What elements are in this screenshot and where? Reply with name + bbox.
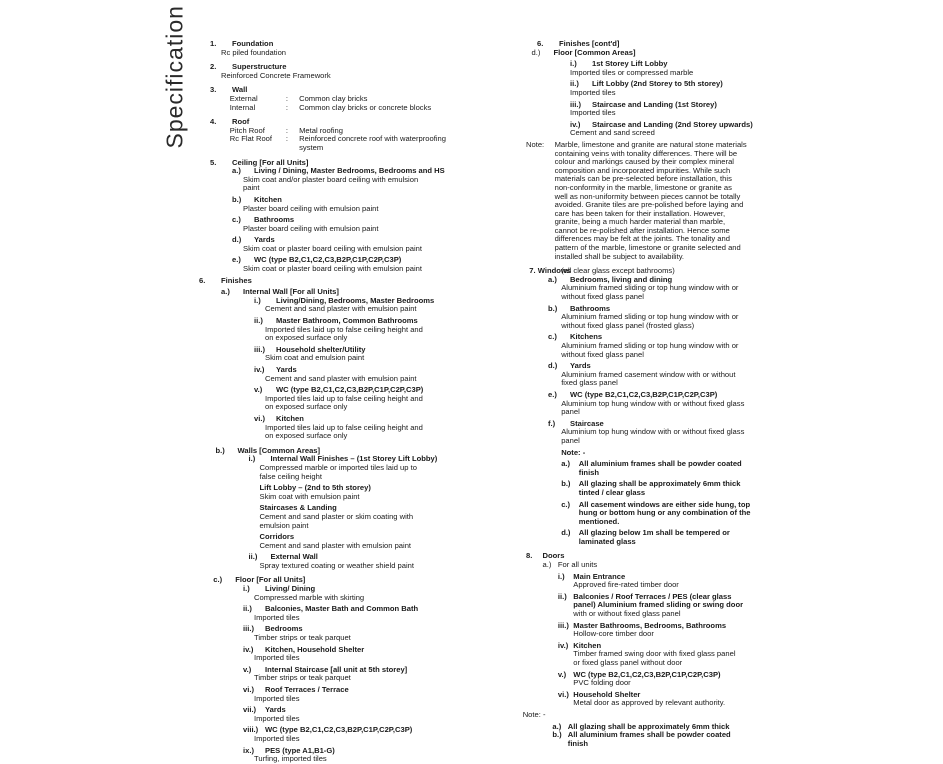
- spec-text: paint: [243, 183, 260, 193]
- spec-number: e.): [232, 255, 241, 265]
- spec-number: vi.): [254, 413, 265, 423]
- spec-line: [210, 654, 510, 663]
- spec-number: 8.: [526, 551, 533, 561]
- spec-text: Imported tiles: [254, 653, 300, 663]
- spec-number: Note:: [526, 139, 545, 149]
- spec-text: Kitchens: [570, 332, 603, 342]
- spec-number: v.): [557, 669, 567, 679]
- spec-number: iv.): [254, 365, 265, 374]
- spec-text: All glazing shall be approximately 6mm thick: [578, 479, 741, 489]
- spec-value: Metal roofing: [299, 125, 343, 135]
- spec-line: [210, 674, 510, 683]
- spec-text: External Wall: [270, 552, 318, 562]
- spec-text: Balconies / Roof Terraces / PES (clear glass: [573, 591, 732, 601]
- spec-line: [210, 334, 510, 343]
- spec-number: d.): [232, 235, 242, 245]
- spec-text: Yards: [254, 235, 275, 245]
- spec-text: Living/ Dining: [265, 584, 316, 594]
- spec-text: without fixed glass panel (frosted glass): [561, 320, 695, 330]
- spec-text: on exposed surface only: [265, 431, 348, 441]
- spec-text: Imported tiles laid up to false ceiling height and: [265, 393, 423, 403]
- spec-line: [210, 715, 510, 724]
- spec-number: c.): [232, 215, 241, 225]
- spec-text: Master Bathrooms, Bedrooms, Bathrooms: [573, 620, 727, 630]
- spec-number: iii.): [254, 344, 265, 354]
- spec-number: d.): [548, 361, 558, 371]
- spec-colon: :: [285, 102, 289, 112]
- spec-text: (all clear glass except bathrooms): [561, 266, 675, 276]
- spec-number: a.): [542, 560, 552, 570]
- spec-number: d.): [561, 528, 571, 538]
- spec-text: PES (type A1,B1-G): [265, 745, 335, 755]
- spec-number: iii.): [557, 620, 569, 630]
- spec-line: [526, 659, 796, 668]
- spec-line: [210, 755, 510, 764]
- spec-number: ix.): [243, 745, 254, 755]
- spec-number: i.): [248, 454, 256, 464]
- spec-text: Cement and sand plaster or skim coating with: [259, 511, 414, 521]
- spec-key: External: [229, 93, 258, 103]
- spec-text: Aluminium framed sliding or top hung window with or: [561, 312, 739, 322]
- spec-text: All glazing below 1m shall be tempered or: [578, 528, 730, 538]
- spec-text: Skim coat with emulsion paint: [259, 491, 360, 501]
- spec-text: Corridors: [259, 532, 295, 542]
- spec-text: Approved fire-rated timber door: [573, 580, 679, 590]
- spec-number: ii.): [557, 591, 567, 601]
- spec-text: false ceiling height: [259, 471, 322, 481]
- spec-line: [210, 354, 510, 363]
- spec-number: d.): [531, 47, 541, 57]
- spec-number: 2.: [210, 62, 217, 72]
- spec-line: [526, 581, 796, 590]
- spec-value: Common clay bricks or concrete blocks: [299, 102, 432, 112]
- spec-text: tinted / clear glass: [578, 487, 646, 497]
- spec-text: Lift Lobby – (2nd to 5th storey): [259, 483, 371, 493]
- spec-text: Kitchen: [573, 640, 602, 650]
- spec-number: a.): [548, 274, 557, 284]
- spec-number: a.): [552, 721, 562, 731]
- spec-number: iii.): [243, 624, 254, 634]
- spec-line: [210, 634, 510, 643]
- spec-line: [526, 437, 796, 446]
- spec-number: Note: -: [522, 709, 546, 719]
- spec-line: [526, 679, 796, 688]
- spec-text: Compressed marble or imported tiles laid up to: [259, 462, 417, 472]
- spec-line: [210, 72, 510, 81]
- spec-text: Foundation: [232, 39, 274, 48]
- spec-number: vi.): [557, 689, 569, 699]
- spec-number: a.): [221, 287, 230, 297]
- spec-line: [526, 293, 796, 302]
- spec-text: Yards: [265, 705, 286, 715]
- spec-number: vi.): [243, 685, 254, 694]
- spec-number: ii.): [254, 316, 263, 326]
- spec-number: e.): [548, 389, 557, 399]
- spec-line: [526, 630, 796, 639]
- spec-text: panel: [561, 435, 580, 445]
- spec-text: Compressed marble with skirting: [254, 592, 365, 602]
- spec-text: Turfing, imported tiles: [254, 754, 327, 764]
- spec-number: b.): [232, 194, 242, 204]
- spec-text: Bedrooms: [265, 624, 303, 634]
- spec-text: Floor [Common Areas]: [553, 47, 636, 57]
- spec-text: differences may be felt at the joints. The tonality and: [554, 234, 730, 244]
- spec-text: Imported tiles: [254, 693, 300, 703]
- spec-text: laminated glass: [578, 536, 636, 546]
- spec-heading: [526, 731, 796, 740]
- spec-text: Aluminium framed sliding or top hung window with or: [561, 341, 739, 350]
- specification-column-left: [199, 39, 510, 764]
- spec-value: system: [299, 142, 324, 152]
- spec-text: Aluminium top hung window with or without fixed glass: [561, 398, 745, 408]
- spec-colon: :: [285, 134, 289, 144]
- spec-text: Kitchen: [254, 194, 282, 204]
- spec-text: 1st Storey Lift Lobby: [592, 59, 668, 69]
- spec-text: Note: -: [561, 447, 586, 457]
- spec-text: Household shelter/Utility: [276, 344, 366, 354]
- spec-text: installed shall be subject to availability.: [554, 251, 685, 261]
- spec-line: [522, 709, 796, 720]
- spec-number: 5.: [210, 157, 217, 167]
- spec-heading: [526, 80, 796, 89]
- spec-line: [526, 49, 796, 58]
- spec-text: Internal Wall [For all Units]: [243, 287, 339, 297]
- spec-line: [210, 522, 510, 531]
- spec-text: Balconies, Master Bath and Common Bath: [265, 604, 419, 614]
- spec-line: [210, 375, 510, 384]
- spec-heading: [526, 518, 796, 527]
- spec-text: Hollow-core timber door: [573, 629, 654, 639]
- spec-text: pattern of the marble, limestone or granite selected and: [554, 243, 741, 253]
- spec-text: emulsion paint: [259, 520, 309, 530]
- spec-text: Wall: [232, 85, 248, 95]
- spec-number: i.): [243, 584, 250, 594]
- spec-line: [210, 403, 510, 412]
- spec-number: i.): [570, 59, 577, 69]
- spec-key: Rc Flat Roof: [229, 134, 272, 144]
- spec-number: iv.): [557, 640, 569, 650]
- spec-text: Plaster board ceiling with emulsion paint: [243, 203, 379, 213]
- spec-text: Skim coat and emulsion paint: [265, 353, 365, 363]
- spec-number: 3.: [210, 85, 217, 95]
- spec-line: [210, 245, 510, 254]
- spec-line: [210, 614, 510, 623]
- spec-text: composition and incorporated impurities. While such: [554, 165, 731, 175]
- spec-line: [210, 326, 510, 335]
- spec-text: Rc piled foundation: [221, 47, 287, 57]
- spec-text: Bedrooms, living and dining: [570, 274, 673, 284]
- spec-heading: [526, 489, 796, 498]
- spec-text: with or without fixed glass panel: [573, 609, 681, 619]
- spec-text: Reinforced Concrete Framework: [221, 70, 331, 80]
- spec-line: [526, 69, 796, 78]
- spec-text: Aluminium top hung window with or without fixed glass: [561, 427, 745, 437]
- spec-text: Metal door as approved by relevant authority.: [573, 698, 726, 708]
- spec-number: i.): [254, 295, 261, 305]
- spec-line: [210, 464, 510, 473]
- spec-line: [210, 49, 510, 58]
- spec-number: v.): [243, 664, 252, 674]
- spec-text: WC (type B2,C1,C2,C3,B2P,C1P,C2P,C3P): [276, 385, 424, 395]
- spec-text: Superstructure: [232, 62, 287, 72]
- spec-heading: [526, 101, 796, 110]
- spec-text: Imported tiles: [570, 108, 616, 118]
- spec-text: granite, being a much harder material than marble,: [554, 217, 726, 227]
- spec-heading: [526, 671, 796, 680]
- spec-line: [210, 265, 510, 274]
- spec-text: panel: [561, 407, 580, 417]
- spec-line: [526, 109, 796, 118]
- spec-line: [210, 205, 510, 214]
- spec-heading: [526, 121, 796, 130]
- spec-line: [210, 135, 510, 144]
- spec-value: Common clay bricks: [299, 93, 368, 103]
- spec-text: All aluminium frames shall be powder coated: [567, 730, 731, 740]
- spec-text: containing veins with tonality differences. There will be: [554, 148, 738, 158]
- spec-number: 1.: [210, 39, 217, 48]
- spec-text: mentioned.: [578, 516, 620, 526]
- spec-number: c.): [561, 499, 571, 509]
- spec-number: b.): [548, 303, 558, 313]
- spec-number: 7. Windows: [529, 266, 571, 276]
- spec-text: Timber strips or teak parquet: [254, 633, 351, 643]
- spec-line: [526, 129, 796, 138]
- spec-text: Staircases & Landing: [259, 503, 337, 513]
- spec-line: [210, 424, 510, 433]
- spec-heading: [526, 723, 796, 732]
- spec-heading: [210, 576, 510, 585]
- spec-text: For all units: [557, 560, 598, 570]
- spec-text: Imported tiles: [570, 87, 616, 97]
- page-title: Specification: [161, 5, 188, 149]
- spec-line: [210, 225, 510, 234]
- spec-number: v.): [254, 385, 263, 395]
- spec-line: [210, 305, 510, 314]
- spec-text: Staircase: [570, 418, 604, 428]
- spec-number: 6.: [199, 275, 206, 285]
- spec-text: Staircase and Landing (2nd Storey upwards): [592, 119, 753, 129]
- spec-number: f.): [548, 418, 556, 428]
- spec-text: Timber framed swing door with fixed glass panel: [573, 649, 736, 659]
- spec-heading: [526, 480, 796, 489]
- spec-heading: [526, 449, 796, 458]
- spec-line: [526, 253, 796, 262]
- spec-text: Yards: [276, 365, 297, 374]
- spec-line: [210, 735, 510, 744]
- spec-text: Doors: [542, 551, 565, 561]
- spec-text: Cement and sand plaster with emulsion paint: [259, 540, 412, 550]
- spec-text: PVC folding door: [573, 678, 631, 688]
- spec-number: i.): [557, 571, 565, 581]
- spec-colon: :: [285, 93, 289, 103]
- spec-line: [210, 493, 510, 502]
- spec-text: WC (type B2,C1,C2,C3,B2P,C1P,C2P,C3P): [573, 669, 721, 679]
- spec-line: [526, 351, 796, 360]
- spec-text: Roof: [232, 117, 250, 127]
- spec-number: c.): [548, 332, 557, 342]
- spec-text: Kitchen: [276, 413, 304, 423]
- spec-text: Plaster board ceiling with emulsion paint: [243, 223, 379, 233]
- spec-text: Yards: [570, 361, 591, 371]
- spec-text: Roof Terraces / Terrace: [265, 685, 349, 694]
- spec-text: Internal Wall Finishes – (1st Storey Lift Lobby): [270, 454, 438, 464]
- spec-text: Bathrooms: [254, 215, 295, 225]
- spec-line: [526, 561, 796, 570]
- spec-text: cannot be re-polished after installation. Hence some: [554, 225, 730, 235]
- spec-text: Internal Staircase [all unit at 5th storey]: [265, 664, 408, 674]
- spec-text: Walls [Common Areas]: [237, 445, 321, 455]
- spec-line: [526, 322, 796, 331]
- spec-text: Spray textured coating or weather shield paint: [259, 560, 414, 570]
- spec-text: fixed glass panel: [561, 378, 618, 388]
- spec-text: Imported tiles: [254, 733, 300, 743]
- spec-number: ii.): [243, 604, 252, 614]
- spec-heading: [210, 747, 510, 756]
- spec-text: Bathrooms: [570, 303, 611, 313]
- spec-heading: [199, 275, 510, 286]
- spec-text: Imported tiles laid up to false ceiling height and: [265, 422, 423, 432]
- spec-key: Pitch Roof: [229, 125, 265, 135]
- spec-number: b.): [552, 730, 562, 740]
- spec-text: Cement and sand plaster with emulsion paint: [265, 304, 417, 314]
- spec-line: [210, 184, 510, 193]
- spec-number: ii.): [570, 79, 579, 89]
- spec-text: Finishes [cont'd]: [559, 39, 620, 48]
- spec-line: [210, 144, 510, 153]
- spec-line: [526, 408, 796, 417]
- spec-text: Timber strips or teak parquet: [254, 673, 351, 683]
- spec-heading: [526, 538, 796, 547]
- spec-text: hung or bottom hung or any combination of the: [578, 508, 751, 518]
- spec-text: All glazing shall be approximately 6mm thick: [567, 721, 730, 731]
- spec-text: Kitchen, Household Shelter: [265, 644, 365, 654]
- spec-heading: [526, 469, 796, 478]
- spec-text: on exposed surface only: [265, 402, 348, 412]
- spec-line: [526, 699, 796, 708]
- spec-colon: :: [285, 125, 289, 135]
- spec-number: viii.): [243, 725, 259, 735]
- page-title-vertical: [160, 5, 190, 149]
- spec-key: Internal: [229, 102, 256, 112]
- spec-number: ii.): [248, 552, 258, 562]
- spec-text: or fixed glass panel without door: [573, 658, 683, 667]
- spec-text: Floor [For all Units]: [235, 575, 306, 585]
- spec-heading: [210, 484, 510, 493]
- spec-text: colour and markings caused by their complex mineral: [554, 157, 734, 167]
- spec-number: iii.): [570, 99, 581, 109]
- spec-text: finish: [578, 467, 600, 477]
- spec-text: without fixed glass panel: [561, 349, 644, 359]
- spec-text: Living/Dining, Bedrooms, Master Bedrooms: [276, 295, 435, 305]
- spec-text: Lift Lobby (2nd Storey to 5th storey): [592, 79, 723, 89]
- spec-number: b.): [215, 445, 225, 455]
- spec-number: a.): [561, 459, 571, 469]
- spec-text: well as non-uniformity between pieces cannot be totally: [554, 191, 741, 201]
- spec-text: on exposed surface only: [265, 333, 348, 343]
- spec-number: vii.): [243, 705, 257, 715]
- spec-text: Skim coat and/or plaster board ceiling with emulsion: [243, 174, 419, 184]
- spec-line: [210, 104, 510, 113]
- spec-number: 6.: [537, 39, 544, 48]
- spec-text: care has been taken for their installation. However,: [554, 208, 726, 218]
- spec-text: All casement windows are either side hung, top: [578, 499, 751, 509]
- spec-text: Living / Dining, Master Bedrooms, Bedrooms and HS: [254, 166, 445, 176]
- specification-column-right: [522, 39, 796, 748]
- spec-text: WC (type B2,C1,C2,C3,B2P,C1P,C2P,C3P): [570, 389, 718, 399]
- spec-heading: [526, 509, 796, 518]
- spec-text: without fixed glass panel: [561, 292, 644, 302]
- spec-text: All aluminium frames shall be powder coated: [578, 459, 742, 469]
- spec-line: [210, 562, 510, 571]
- spec-text: Imported tiles or compressed marble: [570, 67, 694, 77]
- spec-value: Reinforced concrete roof with waterproofing: [299, 134, 446, 144]
- spec-line: [210, 473, 510, 482]
- spec-text: Imported tiles: [254, 713, 300, 723]
- spec-line: [526, 610, 796, 619]
- spec-number: iv.): [243, 644, 254, 654]
- spec-heading: [526, 622, 796, 631]
- spec-text: avoided. Granite tiles are pre-polished before laying and: [554, 200, 744, 210]
- spec-text: Skim coat or plaster board ceiling with emulsion paint: [243, 264, 422, 274]
- spec-text: Aluminium framed sliding or top hung window with or: [561, 283, 739, 293]
- spec-text: finish: [567, 738, 589, 748]
- spec-line: [210, 395, 510, 404]
- spec-text: Skim coat or plaster board ceiling with emulsion paint: [243, 243, 422, 253]
- spec-heading: [526, 529, 796, 538]
- spec-heading: [526, 740, 796, 749]
- spec-text: Imported tiles laid up to false ceiling height and: [265, 324, 423, 334]
- spec-text: Ceiling [For all Units]: [232, 157, 309, 167]
- spec-heading: [526, 460, 796, 469]
- spec-line: [210, 594, 510, 603]
- spec-line: [210, 432, 510, 441]
- spec-line: [526, 89, 796, 98]
- spec-number: iv.): [570, 119, 581, 129]
- spec-heading: [210, 726, 510, 735]
- spec-text: Cement and sand plaster with emulsion paint: [265, 373, 417, 383]
- spec-text: Main Entrance: [573, 571, 626, 581]
- spec-line: [526, 379, 796, 388]
- spec-text: Staircase and Landing (1st Storey): [592, 99, 717, 109]
- spec-text: Master Bathroom, Common Bathrooms: [276, 316, 418, 326]
- spec-line: [210, 513, 510, 522]
- spec-text: WC (type B2,C1,C2,C3,B2P,C1P,C2P,C3P): [265, 725, 413, 735]
- spec-text: Marble, limestone and granite are natural stone materials: [554, 139, 747, 149]
- spec-text: materials can be pre-selected before installation, this: [554, 174, 732, 184]
- spec-text: Finishes: [221, 275, 252, 285]
- spec-number: c.): [213, 575, 223, 585]
- spec-number: b.): [561, 479, 571, 489]
- spec-text: Imported tiles: [254, 612, 300, 622]
- spec-number: a.): [232, 166, 241, 176]
- spec-text: panel) Aluminium framed sliding or swing door: [573, 600, 744, 610]
- spec-text: Cement and sand screed: [570, 128, 655, 138]
- spec-text: Household Shelter: [573, 689, 641, 699]
- spec-line: [210, 542, 510, 551]
- spec-text: Aluminium framed casement window with or without: [561, 369, 736, 379]
- spec-text: WC (type B2,C1,C2,C3,B2P,C1P,C2P,C3P): [254, 255, 402, 265]
- spec-line: [210, 695, 510, 704]
- spec-number: 4.: [210, 117, 217, 127]
- spec-text: non-conformity in the marble, limestone or granite as: [554, 182, 732, 192]
